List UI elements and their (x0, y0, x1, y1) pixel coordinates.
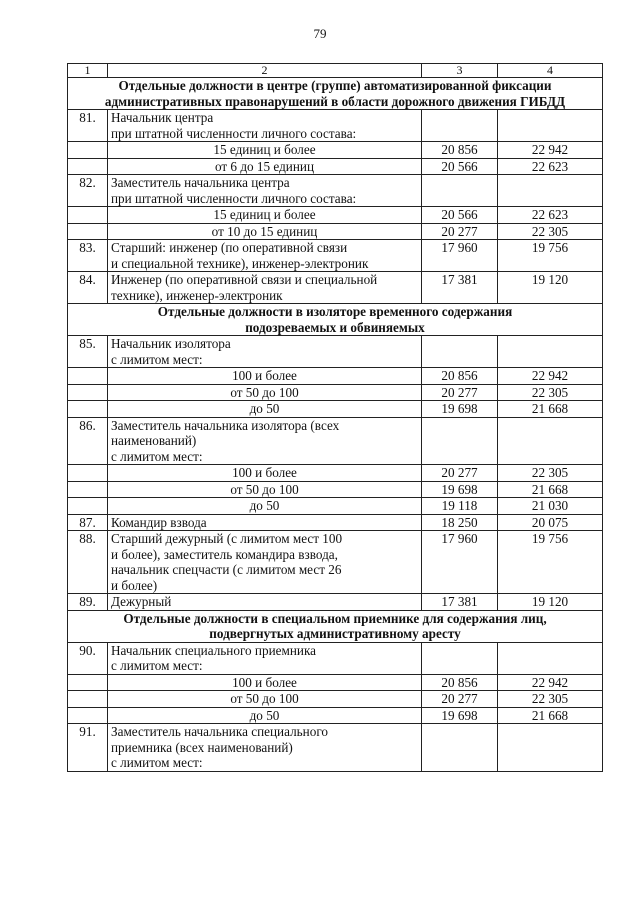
section-title-line: Отдельные должности в специальном приемнике для содержания лиц, (123, 610, 547, 626)
sub-row (68, 707, 603, 724)
row-number: 88. (68, 531, 108, 594)
position-title (108, 175, 422, 207)
sub-row (68, 401, 603, 418)
section-title-line: подозреваемых и обвиняемых (245, 319, 425, 335)
sub-row (68, 142, 603, 159)
position-title-line: и специальной технике), инженер-электроник (111, 255, 369, 271)
item-row (68, 514, 603, 531)
row-number (68, 142, 108, 159)
position-title-line: при штатной численности личного состава: (111, 190, 357, 206)
row-number: 91. (68, 724, 108, 772)
position-title-line: с лимитом мест: (111, 351, 203, 367)
value-col-4: 19 120 (498, 594, 603, 611)
row-number (68, 158, 108, 175)
item-row (68, 272, 603, 304)
position-title-line: Заместитель начальника центра (111, 175, 290, 190)
value-col-3: 19 698 (422, 401, 498, 418)
value-col-4 (498, 724, 603, 772)
item-row (68, 240, 603, 272)
row-number (68, 498, 108, 515)
value-col-4: 22 305 (498, 465, 603, 482)
position-title-line: Начальник центра (111, 110, 214, 125)
value-col-3: 20 856 (422, 674, 498, 691)
item-row (68, 175, 603, 207)
table-body (68, 64, 603, 772)
value-col-3 (422, 110, 498, 142)
section-title-line: Отдельные должности в изоляторе временного содержания (157, 304, 513, 319)
value-col-4: 21 030 (498, 498, 603, 515)
sub-item-label: 15 единиц и более (108, 207, 422, 224)
sub-row (68, 223, 603, 240)
position-title-line: Командир взвода (111, 514, 207, 530)
value-col-4: 22 623 (498, 207, 603, 224)
position-title-line: при штатной численности личного состава: (111, 125, 357, 141)
position-title-line: приемника (всех наименований) (111, 739, 293, 755)
sub-row (68, 368, 603, 385)
sub-row (68, 498, 603, 515)
item-row (68, 417, 603, 465)
header-col-4: 4 (498, 64, 603, 78)
section-title (68, 78, 603, 110)
item-row (68, 531, 603, 594)
section-title (68, 304, 603, 336)
sub-item-label: от 10 до 15 единиц (108, 223, 422, 240)
section-title-line: Отдельные должности в центре (группе) автоматизированной фиксации (118, 78, 552, 93)
row-number: 87. (68, 514, 108, 531)
position-title (108, 272, 422, 304)
value-col-4: 19 756 (498, 240, 603, 272)
row-number (68, 384, 108, 401)
sub-row (68, 158, 603, 175)
value-col-3: 20 277 (422, 465, 498, 482)
section-title (68, 610, 603, 642)
position-title (108, 724, 422, 772)
sub-row (68, 481, 603, 498)
sub-item-label: 100 и более (108, 465, 422, 482)
value-col-3: 19 698 (422, 481, 498, 498)
sub-item-label: до 50 (108, 401, 422, 418)
header-col-3: 3 (422, 64, 498, 78)
position-title-line: наименований) (111, 433, 197, 448)
value-col-4: 22 942 (498, 674, 603, 691)
sub-item-label: от 50 до 100 (108, 384, 422, 401)
value-col-3: 20 856 (422, 142, 498, 159)
position-title-line: Начальник специального приемника (111, 642, 317, 658)
value-col-3: 18 250 (422, 514, 498, 531)
position-title-line: технике), инженер-электроник (111, 287, 283, 303)
value-col-3: 20 277 (422, 223, 498, 240)
position-title (108, 417, 422, 465)
value-col-4: 22 305 (498, 223, 603, 240)
section-row (68, 610, 603, 642)
value-col-3 (422, 175, 498, 207)
sub-item-label: 15 единиц и более (108, 142, 422, 159)
value-col-4: 21 668 (498, 481, 603, 498)
value-col-3: 20 566 (422, 207, 498, 224)
position-title-line: Старший: инженер (по оперативной связи (111, 240, 348, 255)
item-row (68, 642, 603, 674)
row-number (68, 223, 108, 240)
position-title-line: с лимитом мест: (111, 658, 203, 673)
row-number: 81. (68, 110, 108, 142)
position-title (108, 110, 422, 142)
position-title-line: начальник спецчасти (с лимитом мест 26 (111, 562, 342, 577)
position-title (108, 594, 422, 611)
row-number: 83. (68, 240, 108, 272)
row-number (68, 401, 108, 418)
position-title (108, 531, 422, 594)
position-title (108, 240, 422, 272)
value-col-4: 21 668 (498, 401, 603, 418)
sub-row (68, 691, 603, 708)
value-col-3 (422, 417, 498, 465)
position-title-line: Инженер (по оперативной связи и специальной (111, 272, 378, 287)
sub-item-label: от 50 до 100 (108, 481, 422, 498)
sub-item-label: от 6 до 15 единиц (108, 158, 422, 175)
row-number (68, 481, 108, 498)
value-col-4 (498, 336, 603, 368)
sub-item-label: от 50 до 100 (108, 691, 422, 708)
sub-item-label: 100 и более (108, 368, 422, 385)
salary-table (67, 63, 603, 772)
page-number: 79 (313, 26, 327, 41)
value-col-4: 22 942 (498, 368, 603, 385)
header-col-2: 2 (108, 64, 422, 78)
value-col-3: 17 381 (422, 272, 498, 304)
row-number (68, 707, 108, 724)
value-col-3: 17 960 (422, 240, 498, 272)
position-title-line: Старший дежурный (с лимитом мест 100 (111, 531, 343, 546)
position-title (108, 336, 422, 368)
value-col-4 (498, 110, 603, 142)
value-col-3: 20 277 (422, 691, 498, 708)
value-col-4: 22 305 (498, 384, 603, 401)
value-col-4: 22 942 (498, 142, 603, 159)
value-col-4 (498, 417, 603, 465)
item-row (68, 724, 603, 772)
value-col-3: 20 566 (422, 158, 498, 175)
section-row (68, 304, 603, 336)
position-title-line: Дежурный (111, 594, 172, 609)
value-col-3: 19 118 (422, 498, 498, 515)
row-number (68, 691, 108, 708)
value-col-3 (422, 642, 498, 674)
sub-item-label: до 50 (108, 707, 422, 724)
value-col-4 (498, 175, 603, 207)
position-title-line: и более) (111, 577, 158, 593)
row-number: 90. (68, 642, 108, 674)
section-title-line: административных правонарушений в области дорожного движения ГИБДД (104, 93, 566, 109)
value-col-3: 19 698 (422, 707, 498, 724)
value-col-4: 19 120 (498, 272, 603, 304)
row-number (68, 674, 108, 691)
row-number: 86. (68, 417, 108, 465)
row-number: 84. (68, 272, 108, 304)
position-title-line: Заместитель начальника специального (111, 724, 328, 739)
value-col-4: 20 075 (498, 514, 603, 531)
position-title (108, 514, 422, 531)
sub-row (68, 465, 603, 482)
position-title-line: Начальник изолятора (111, 336, 231, 351)
sub-row (68, 207, 603, 224)
value-col-3: 20 277 (422, 384, 498, 401)
sub-row (68, 674, 603, 691)
value-col-4: 21 668 (498, 707, 603, 724)
sub-row (68, 384, 603, 401)
position-title-line: Заместитель начальника изолятора (всех (111, 417, 340, 433)
position-title-line: с лимитом мест: (111, 448, 203, 464)
value-col-3 (422, 336, 498, 368)
value-col-4: 22 305 (498, 691, 603, 708)
row-number: 82. (68, 175, 108, 207)
value-col-3: 17 381 (422, 594, 498, 611)
header-row (68, 64, 603, 78)
section-row (68, 78, 603, 110)
row-number: 89. (68, 594, 108, 611)
sub-item-label: до 50 (108, 498, 422, 515)
row-number (68, 368, 108, 385)
row-number (68, 207, 108, 224)
row-number (68, 465, 108, 482)
value-col-3: 17 960 (422, 531, 498, 594)
value-col-4: 19 756 (498, 531, 603, 594)
value-col-3 (422, 724, 498, 772)
header-col-1: 1 (68, 64, 108, 78)
sub-item-label: 100 и более (108, 674, 422, 691)
value-col-4 (498, 642, 603, 674)
position-title-line: и более), заместитель командира взвода, (111, 546, 338, 562)
value-col-4: 22 623 (498, 158, 603, 175)
position-title (108, 642, 422, 674)
value-col-3: 20 856 (422, 368, 498, 385)
row-number: 85. (68, 336, 108, 368)
item-row (68, 594, 603, 611)
position-title-line: с лимитом мест: (111, 755, 203, 770)
item-row (68, 110, 603, 142)
section-title-line: подвергнутых административному аресту (209, 626, 461, 641)
item-row (68, 336, 603, 368)
